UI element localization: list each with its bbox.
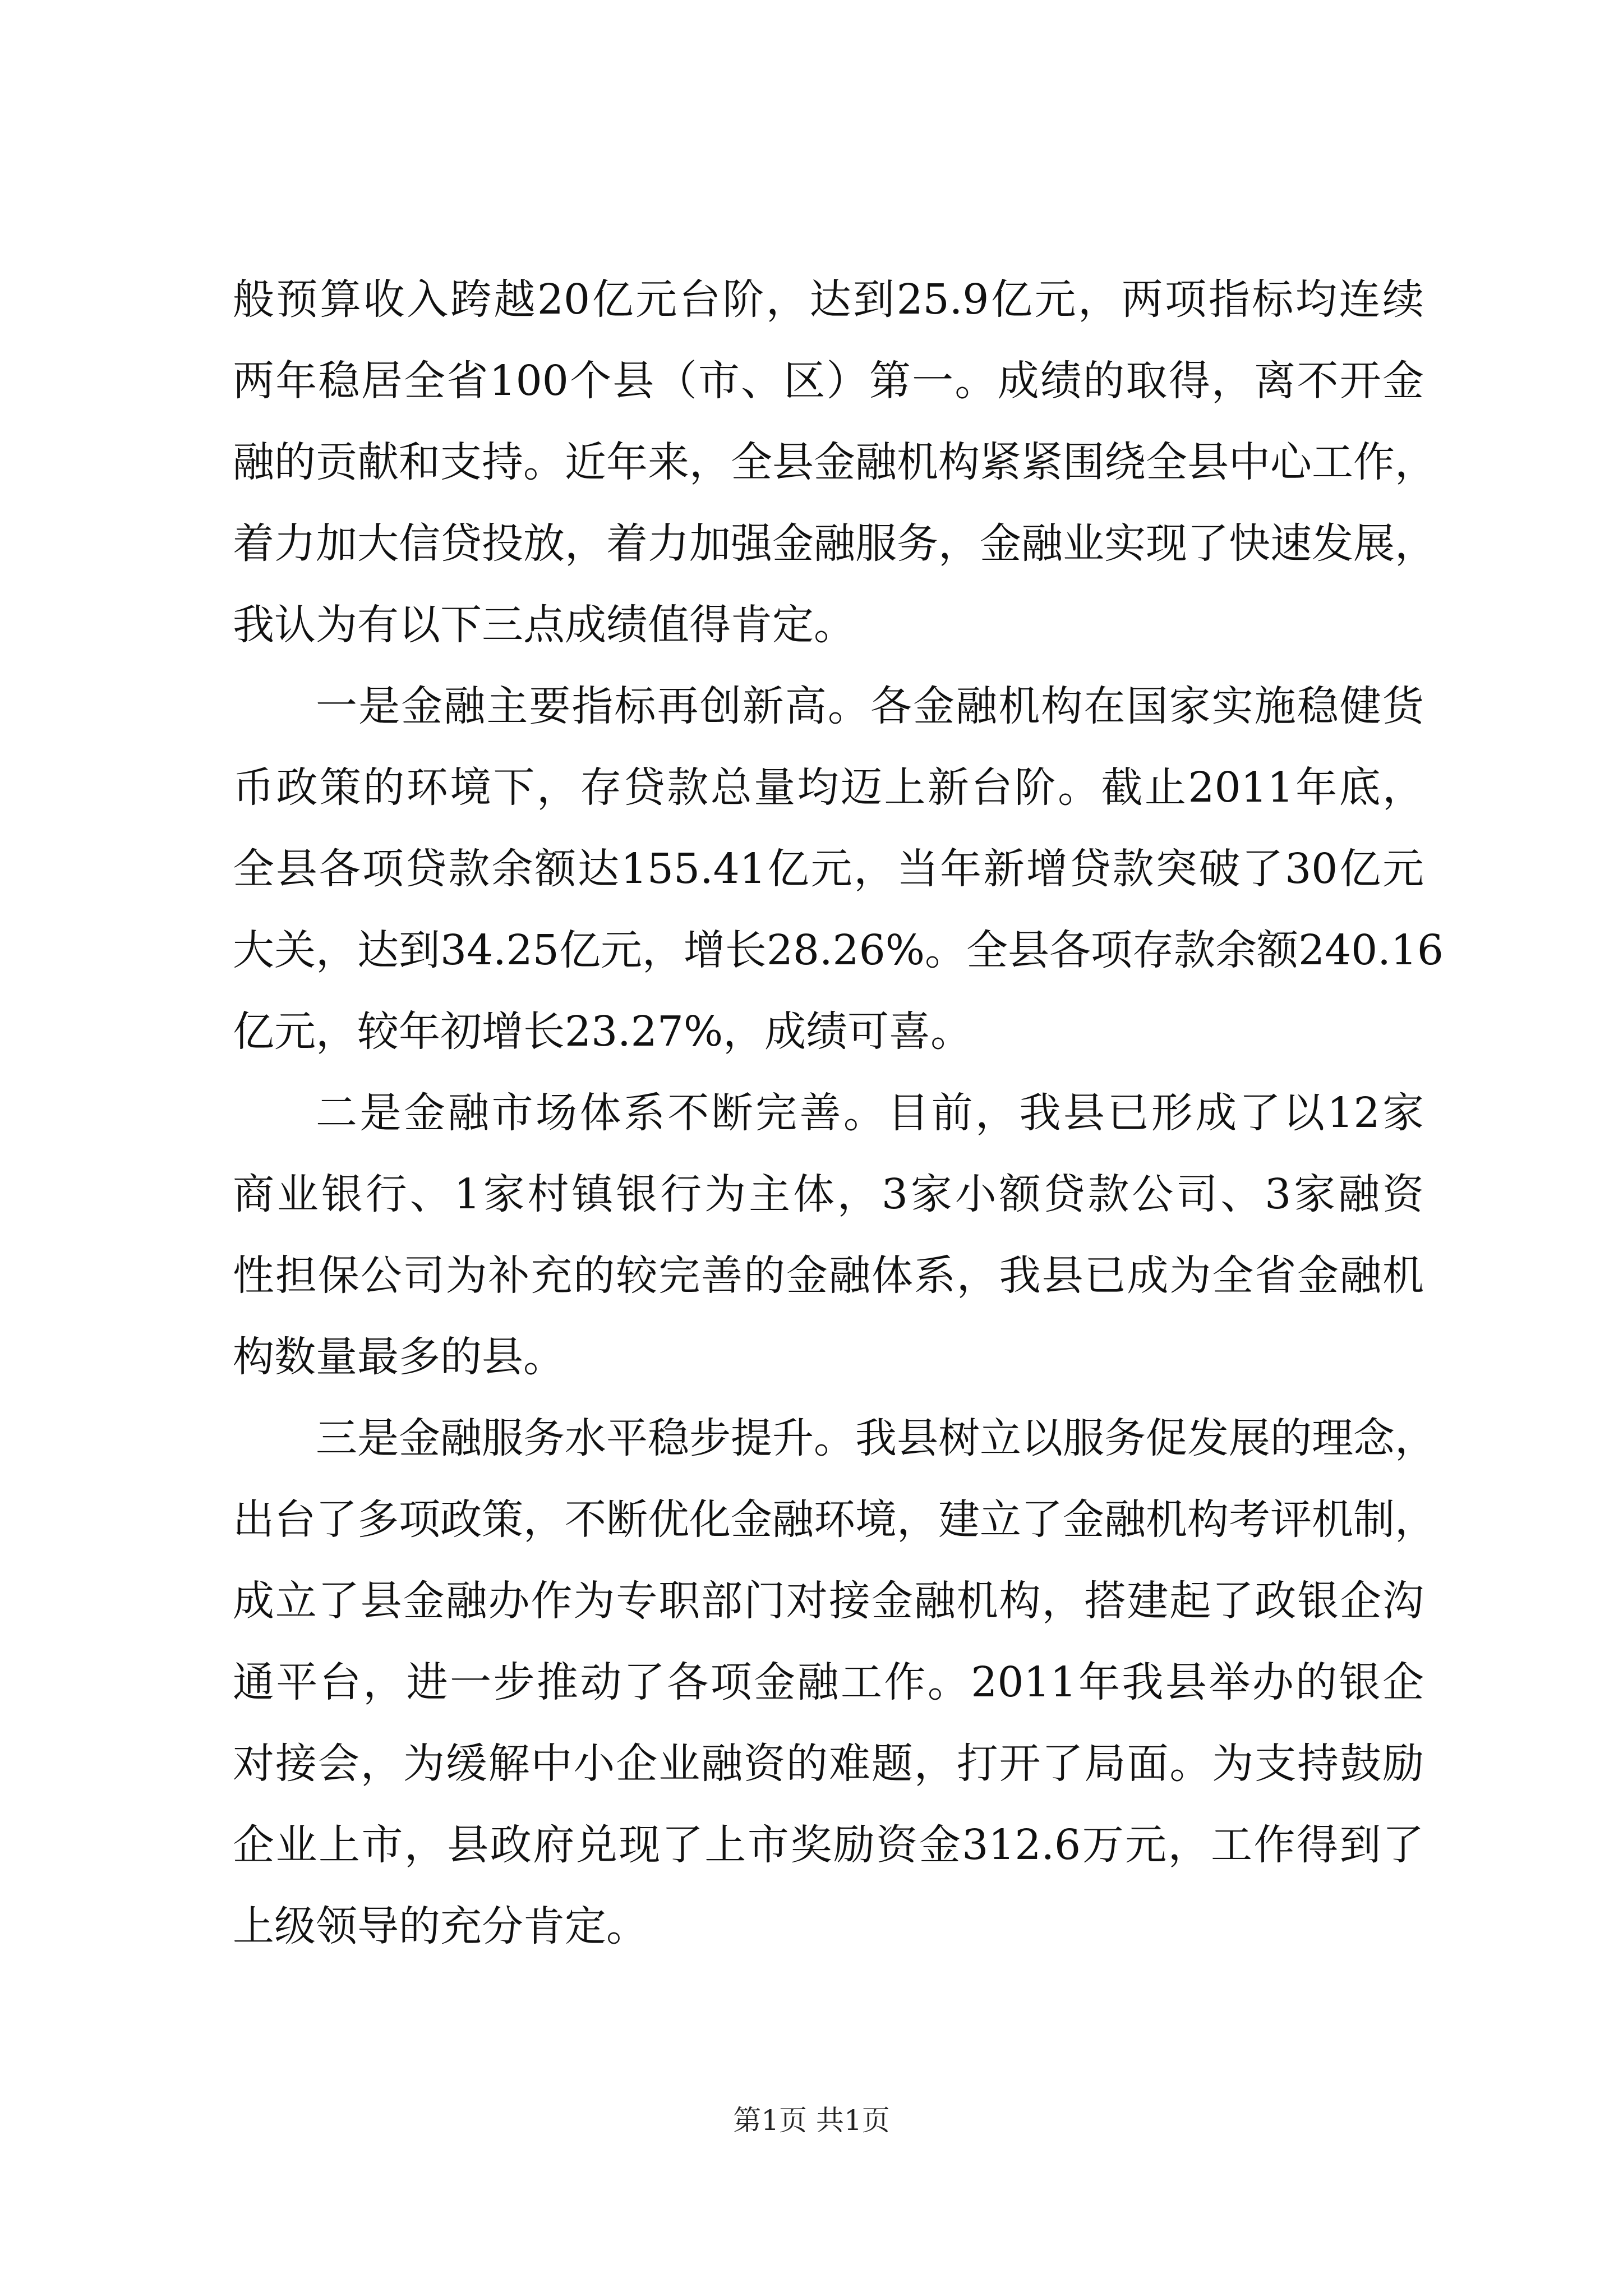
text-line: 两年稳居全省100个县（市、区）第一。成绩的取得，离不开金: [233, 357, 1424, 405]
text-line: 融的贡献和支持。近年来，全县金融机构紧紧围绕全县中心工作，: [233, 438, 1436, 486]
text-line: 对接会，为缓解中小企业融资的难题，打开了局面。为支持鼓励: [233, 1740, 1424, 1788]
text-line: 币政策的环境下，存贷款总量均迈上新台阶。截止2011年底，: [233, 763, 1424, 812]
text-line: 企业上市，县政府兑现了上市奖励资金312.6万元，工作得到了: [233, 1821, 1424, 1869]
text-line: 般预算收入跨越20亿元台阶，达到25.9亿元，两项指标均连续: [233, 275, 1424, 324]
paragraph-first-line: 二是金融市场体系不断完善。目前，我县已形成了以12家: [316, 1089, 1424, 1137]
text-line: 出台了多项政策，不断优化金融环境，建立了金融机构考评机制，: [233, 1496, 1436, 1544]
page-footer: 第1页 共1页: [733, 2104, 890, 2137]
text-line: 成立了县金融办作为专职部门对接金融机构，搭建起了政银企沟: [233, 1577, 1424, 1625]
text-line: 我认为有以下三点成绩值得肯定。: [233, 601, 855, 649]
text-line: 通平台，进一步推动了各项金融工作。2011年我县举办的银企: [233, 1658, 1424, 1706]
text-line: 全县各项贷款余额达155.41亿元，当年新增贷款突破了30亿元: [233, 845, 1424, 893]
paragraph-first-line: 三是金融服务水平稳步提升。我县树立以服务促发展的理念，: [316, 1414, 1436, 1462]
text-line: 构数量最多的县。: [233, 1333, 565, 1381]
text-line: 大关，达到34.25亿元，增长28.26%。全县各项存款余额240.16: [233, 926, 1444, 974]
text-line: 上级领导的充分肯定。: [233, 1902, 648, 1950]
text-line: 商业银行、1家村镇银行为主体，3家小额贷款公司、3家融资: [233, 1170, 1424, 1218]
paragraph-first-line: 一是金融主要指标再创新高。各金融机构在国家实施稳健货: [316, 682, 1424, 730]
document-body: [233, 259, 1444, 1967]
text-line: 性担保公司为补充的较完善的金融体系，我县已成为全省金融机: [233, 1251, 1424, 1300]
text-line: 亿元，较年初增长23.27%，成绩可喜。: [233, 1007, 972, 1056]
text-line: 着力加大信贷投放，着力加强金融服务，金融业实现了快速发展，: [233, 519, 1436, 568]
